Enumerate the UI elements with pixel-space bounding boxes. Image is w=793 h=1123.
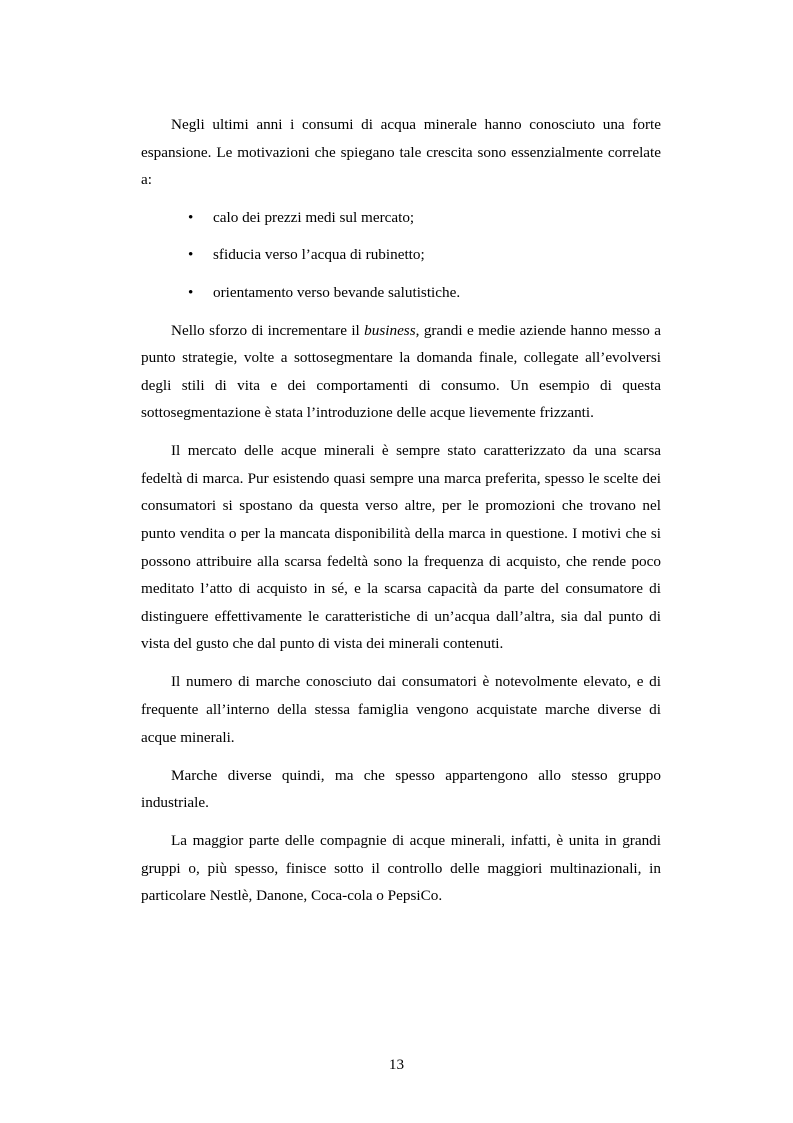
causes-list [141, 204, 661, 306]
list-item [141, 241, 661, 269]
intro-paragraph: Negli ultimi anni i consumi di acqua minerale hanno conosciuto una forte espansione. Le motivazioni che spiegano tale crescita sono essenzialmente correlate a: [141, 116, 661, 189]
bullet-icon: • [188, 246, 194, 264]
page-number: 13 [388, 1056, 405, 1073]
business-paragraph [141, 317, 661, 427]
list-item-text: orientamento verso bevande salutistiche. [213, 283, 461, 301]
business-paragraph-end: , grandi e medie aziende hanno messo a punto strategie, volte a sottosegmentare la domanda finale, collegate all’evolversi degli stili di vita e dei comportamenti di consumo. Un esempio di questa sottosegmentazione è stata l’introduzione delle acque lievemente frizzanti. [141, 321, 661, 422]
brand-count-paragraph: Il numero di marche conosciuto dai consumatori è notevolmente elevato, e di frequente all’interno della stessa famiglia vengono acquistate marche diverse di acque minerali. [141, 673, 661, 746]
market-loyalty-paragraph: Il mercato delle acque minerali è sempre stato caratterizzato da una scarsa fedeltà di marca. Pur esistendo quasi sempre una marca preferita, spesso le scelte dei consumatori si spostano da questa verso altre, per le promozioni che trovano nel punto vendita o per la mancata disponibilità della marca in questione. I motivi che si possono attribuire alla scarsa fedeltà sono la frequenza di acquisto, che rende poco meditato l’atto di acquisto in sé, e la scarsa capacità da parte del consumatore di distinguere effettivamente le caratteristiche di un’acqua dall’altra, sia dal punto di vista del gusto che dal punto di vista dei minerali contenuti. [141, 442, 661, 653]
page-body [141, 111, 661, 920]
business-paragraph-start: Nello sforzo di incrementare il [171, 321, 365, 339]
bullet-icon: • [188, 209, 194, 227]
multinationals-paragraph: La maggior parte delle compagnie di acque minerali, infatti, è unita in grandi gruppi o, più spesso, finisce sotto il controllo delle maggiori multinazionali, in particolare Nestlè, Danone, Coca-cola o PepsiCo. [141, 832, 661, 905]
business-term: business [364, 321, 416, 339]
industrial-group-paragraph: Marche diverse quindi, ma che spesso appartengono allo stesso gruppo industriale. [141, 766, 661, 812]
list-item-text: calo dei prezzi medi sul mercato; [213, 209, 415, 227]
bullet-icon: • [188, 283, 194, 301]
list-item [141, 204, 661, 232]
list-item-text: sfiducia verso l’acqua di rubinetto; [213, 246, 425, 264]
list-item [141, 279, 661, 307]
